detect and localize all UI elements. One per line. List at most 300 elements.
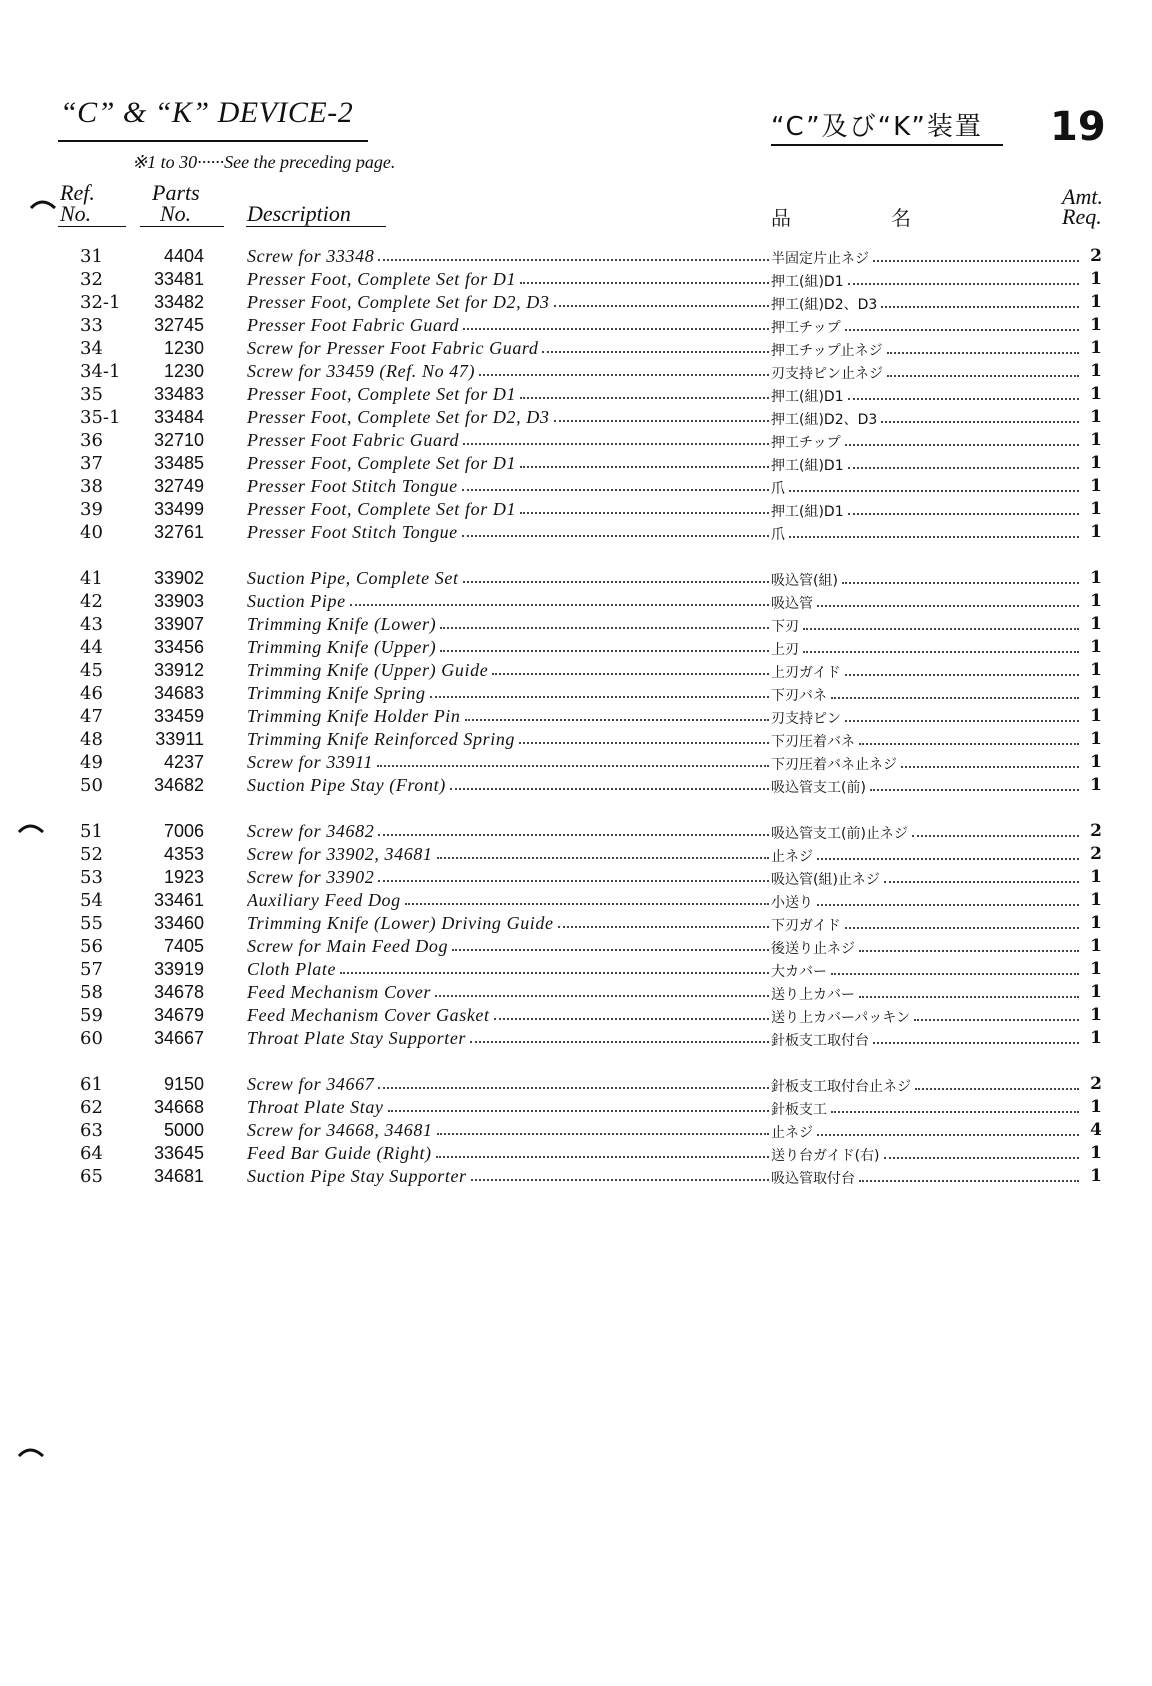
part-name-japanese: 針板支工取付台: [771, 1033, 869, 1049]
description-cell: [247, 430, 771, 451]
amount-required: 2: [1090, 1074, 1102, 1094]
description-cell: [247, 292, 771, 313]
part-description: Screw for 34682: [247, 821, 375, 841]
dot-leader: [884, 867, 1079, 883]
part-name-japanese: 大カバー: [771, 964, 827, 980]
part-description: Presser Foot, Complete Set for D2, D3: [247, 292, 550, 312]
ref-number: 51: [80, 821, 103, 842]
description-cell: [247, 315, 771, 336]
part-number: 1230: [163, 338, 204, 358]
ref-number: 42: [80, 591, 103, 612]
parts-row: [0, 407, 1152, 430]
part-name-japanese: 吸込管(組)止ネジ: [771, 872, 880, 888]
japanese-cell: [771, 982, 1081, 1004]
dot-leader: [437, 844, 769, 859]
description-cell: [247, 384, 771, 405]
ref-number: 53: [80, 867, 103, 888]
ref-number: 57: [80, 959, 103, 980]
page-title-japanese: “C”及び“K”装置: [771, 112, 983, 142]
part-number: 34681: [153, 1166, 204, 1186]
part-description: Trimming Knife Holder Pin: [247, 706, 461, 726]
part-name-japanese: 押工チップ: [771, 435, 841, 451]
parts-row: [0, 269, 1152, 292]
amount-required: 1: [1090, 936, 1102, 956]
header-ref: Ref.: [60, 180, 95, 205]
part-number: 9150: [163, 1074, 204, 1094]
part-number: 34682: [153, 775, 204, 795]
part-name-japanese: 押工チップ: [771, 320, 841, 336]
ref-number: 44: [80, 637, 103, 658]
part-description: Suction Pipe, Complete Set: [247, 568, 459, 588]
dot-leader: [479, 361, 769, 376]
ref-number: 36: [80, 430, 103, 451]
description-cell: [247, 269, 771, 290]
description-cell: [247, 683, 771, 704]
part-name-japanese: 下刃バネ: [771, 688, 827, 704]
header-parts: Parts: [152, 180, 200, 205]
part-name-japanese: 爪: [771, 527, 785, 543]
japanese-cell: [771, 292, 1081, 314]
amount-required: 1: [1090, 384, 1102, 404]
part-name-japanese: 後送り止ネジ: [771, 941, 855, 957]
part-number: 33484: [153, 407, 204, 427]
amount-required: 1: [1090, 706, 1102, 726]
japanese-cell: [771, 683, 1081, 705]
title-jp-underline: [771, 144, 1003, 146]
part-name-japanese: 送り上カバーパッキン: [771, 1010, 911, 1026]
japanese-cell: [771, 476, 1081, 498]
description-cell: [247, 568, 771, 589]
part-description: Presser Foot, Complete Set for D1: [247, 453, 517, 473]
description-cell: [247, 499, 771, 520]
amount-required: 2: [1090, 844, 1102, 864]
japanese-cell: [771, 706, 1081, 728]
amount-required: 1: [1090, 499, 1102, 519]
japanese-cell: [771, 522, 1081, 544]
dot-leader: [845, 660, 1079, 676]
japanese-cell: [771, 1097, 1081, 1119]
ref-number: 33: [80, 315, 103, 336]
part-number: 33459: [153, 706, 204, 726]
dot-leader: [870, 775, 1079, 791]
amount-required: 1: [1090, 867, 1102, 887]
dot-leader: [817, 844, 1079, 860]
ref-number: 43: [80, 614, 103, 635]
part-description: Feed Mechanism Cover: [247, 982, 431, 1002]
part-number: 33903: [153, 591, 204, 611]
ref-number: 52: [80, 844, 103, 865]
ref-number: 37: [80, 453, 103, 474]
parts-row: [0, 430, 1152, 453]
ref-number: 61: [80, 1074, 103, 1095]
part-description: Presser Foot Fabric Guard: [247, 315, 460, 335]
japanese-cell: [771, 614, 1081, 636]
dot-leader: [462, 476, 769, 491]
parts-row: [0, 476, 1152, 499]
dot-leader: [519, 729, 769, 744]
parts-row: [0, 660, 1152, 683]
japanese-cell: [771, 752, 1081, 774]
japanese-cell: [771, 568, 1081, 590]
amount-required: 1: [1090, 775, 1102, 795]
dot-leader: [471, 1166, 769, 1181]
part-description: Screw for 33348: [247, 246, 375, 266]
part-name-japanese: 吸込管: [771, 596, 813, 612]
description-cell: [247, 637, 771, 658]
header-description: Description: [247, 201, 351, 226]
dot-leader: [831, 959, 1079, 975]
part-name-japanese: 押工(組)D1: [771, 504, 844, 520]
margin-mark: [30, 196, 56, 210]
amount-required: 1: [1090, 568, 1102, 588]
part-number: 1923: [163, 867, 204, 887]
dot-leader: [845, 913, 1079, 929]
japanese-cell: [771, 430, 1081, 452]
part-number: 32745: [153, 315, 204, 335]
dot-leader: [520, 269, 769, 284]
ref-number: 54: [80, 890, 103, 911]
description-cell: [247, 361, 771, 382]
amount-required: 1: [1090, 637, 1102, 657]
part-description: Throat Plate Stay: [247, 1097, 384, 1117]
part-description: Presser Foot, Complete Set for D1: [247, 384, 517, 404]
part-description: Screw for Main Feed Dog: [247, 936, 449, 956]
ref-number: 45: [80, 660, 103, 681]
header-rule-description: [246, 226, 386, 227]
dot-leader: [845, 430, 1079, 446]
part-name-japanese: 押工(組)D1: [771, 389, 844, 405]
description-cell: [247, 959, 771, 980]
amount-required: 1: [1090, 683, 1102, 703]
dot-leader: [848, 384, 1079, 400]
part-number: 32749: [153, 476, 204, 496]
parts-row: [0, 614, 1152, 637]
margin-mark: [18, 1444, 44, 1458]
description-cell: [247, 407, 771, 428]
header-parts-no: No.: [160, 201, 192, 226]
part-number: 33499: [153, 499, 204, 519]
amount-required: 1: [1090, 269, 1102, 289]
parts-row: [0, 522, 1152, 545]
dot-leader: [859, 936, 1079, 952]
japanese-cell: [771, 384, 1081, 406]
dot-leader: [378, 246, 769, 261]
dot-leader: [378, 1074, 769, 1089]
dot-leader: [817, 591, 1079, 607]
part-number: 33456: [153, 637, 204, 657]
ref-number: 41: [80, 568, 103, 589]
part-description: Trimming Knife (Upper) Guide: [247, 660, 489, 680]
part-description: Suction Pipe: [247, 591, 346, 611]
parts-row: [0, 1074, 1152, 1097]
dot-leader: [859, 1166, 1079, 1182]
parts-row: [0, 637, 1152, 660]
amount-required: 1: [1090, 522, 1102, 542]
japanese-cell: [771, 499, 1081, 521]
part-description: Screw for 33459 (Ref. No 47): [247, 361, 476, 381]
japanese-cell: [771, 453, 1081, 475]
part-name-japanese: 下刃ガイド: [771, 918, 841, 934]
description-cell: [247, 1028, 771, 1049]
japanese-cell: [771, 660, 1081, 682]
japanese-cell: [771, 867, 1081, 889]
japanese-cell: [771, 315, 1081, 337]
description-cell: [247, 844, 771, 865]
part-name-japanese: 爪: [771, 481, 785, 497]
japanese-cell: [771, 729, 1081, 751]
amount-required: 1: [1090, 982, 1102, 1002]
part-number: 32761: [153, 522, 204, 542]
parts-row: [0, 890, 1152, 913]
dot-leader: [377, 752, 769, 767]
japanese-cell: [771, 936, 1081, 958]
amount-required: 2: [1090, 821, 1102, 841]
parts-row: [0, 913, 1152, 936]
part-name-japanese: 小送り: [771, 895, 813, 911]
part-name-japanese: 吸込管取付台: [771, 1171, 855, 1187]
part-description: Presser Foot, Complete Set for D1: [247, 499, 517, 519]
header-japanese-name: [771, 202, 911, 231]
dot-leader: [388, 1097, 769, 1112]
part-number: 33460: [153, 913, 204, 933]
ref-number: 34-1: [80, 361, 121, 382]
parts-row: [0, 1120, 1152, 1143]
parts-row: [0, 361, 1152, 384]
dot-leader: [492, 660, 769, 675]
ref-number: 59: [80, 1005, 103, 1026]
parts-row: [0, 568, 1152, 591]
amount-required: 1: [1090, 338, 1102, 358]
description-cell: [247, 775, 771, 796]
dot-leader: [831, 683, 1079, 699]
amount-required: 4: [1090, 1120, 1102, 1140]
part-number: 33912: [153, 660, 204, 680]
part-name-japanese: 止ネジ: [771, 1125, 813, 1141]
description-cell: [247, 752, 771, 773]
dot-leader: [378, 821, 769, 836]
japanese-cell: [771, 1120, 1081, 1142]
dot-leader: [554, 292, 769, 307]
part-number: 5000: [163, 1120, 204, 1140]
part-name-japanese: 押工チップ止ネジ: [771, 343, 883, 359]
dot-leader: [859, 729, 1079, 745]
part-name-japanese: 下刃圧着バネ止ネジ: [771, 757, 897, 773]
dot-leader: [881, 407, 1079, 423]
japanese-cell: [771, 1166, 1081, 1188]
japanese-cell: [771, 361, 1081, 383]
dot-leader: [350, 591, 769, 606]
parts-row: [0, 591, 1152, 614]
dot-leader: [436, 1143, 769, 1158]
part-description: Presser Foot Fabric Guard: [247, 430, 460, 450]
part-number: 1230: [163, 361, 204, 381]
parts-row: [0, 246, 1152, 269]
dot-leader: [817, 1120, 1079, 1136]
part-description: Suction Pipe Stay Supporter: [247, 1166, 467, 1186]
part-name-japanese: 上刃: [771, 642, 799, 658]
dot-leader: [520, 384, 769, 399]
part-number: 7405: [163, 936, 204, 956]
ref-number: 38: [80, 476, 103, 497]
dot-leader: [842, 568, 1079, 584]
amount-required: 2: [1090, 246, 1102, 266]
part-number: 33481: [153, 269, 204, 289]
parts-row: [0, 867, 1152, 890]
dot-leader: [848, 269, 1079, 285]
header-amt-req: Req.: [1062, 204, 1102, 229]
dot-leader: [450, 775, 769, 790]
dot-leader: [817, 890, 1079, 906]
description-cell: [247, 338, 771, 359]
ref-number: 40: [80, 522, 103, 543]
part-description: Presser Foot, Complete Set for D1: [247, 269, 517, 289]
amount-required: 1: [1090, 1143, 1102, 1163]
japanese-cell: [771, 269, 1081, 291]
part-description: Screw for 34668, 34681: [247, 1120, 433, 1140]
part-number: 4353: [163, 844, 204, 864]
dot-leader: [859, 982, 1079, 998]
ref-number: 32: [80, 269, 103, 290]
japanese-cell: [771, 1028, 1081, 1050]
header-rule-ref: [58, 226, 126, 227]
japanese-cell: [771, 1143, 1081, 1165]
ref-number: 32-1: [80, 292, 121, 313]
amount-required: 1: [1090, 752, 1102, 772]
part-number: 33482: [153, 292, 204, 312]
dot-leader: [452, 936, 769, 951]
dot-leader: [494, 1005, 769, 1020]
amount-required: 1: [1090, 913, 1102, 933]
dot-leader: [462, 522, 769, 537]
amount-required: 1: [1090, 407, 1102, 427]
dot-leader: [465, 706, 769, 721]
preceding-page-note: ※1 to 30······See the preceding page.: [132, 152, 396, 172]
part-description: Throat Plate Stay Supporter: [247, 1028, 467, 1048]
ref-number: 58: [80, 982, 103, 1003]
header-jp-char-2: 名: [891, 206, 911, 230]
dot-leader: [520, 499, 769, 514]
parts-row: [0, 1005, 1152, 1028]
part-description: Feed Bar Guide (Right): [247, 1143, 432, 1163]
amount-required: 1: [1090, 614, 1102, 634]
part-name-japanese: 下刃: [771, 619, 799, 635]
parts-row: [0, 1166, 1152, 1189]
dot-leader: [430, 683, 769, 698]
part-name-japanese: 吸込管支工(前)止ネジ: [771, 826, 908, 842]
part-number: 33483: [153, 384, 204, 404]
dot-leader: [887, 361, 1079, 377]
amount-required: 1: [1090, 430, 1102, 450]
japanese-cell: [771, 407, 1081, 429]
part-number: 34679: [153, 1005, 204, 1025]
part-name-japanese: 押工(組)D2、D3: [771, 297, 878, 313]
part-number: 33645: [153, 1143, 204, 1163]
amount-required: 1: [1090, 1028, 1102, 1048]
japanese-cell: [771, 959, 1081, 981]
parts-row: [0, 729, 1152, 752]
description-cell: [247, 246, 771, 267]
part-number: 34668: [153, 1097, 204, 1117]
part-number: 34667: [153, 1028, 204, 1048]
page-number: 19: [1050, 104, 1106, 150]
dot-leader: [520, 453, 769, 468]
part-number: 33461: [153, 890, 204, 910]
part-description: Trimming Knife Reinforced Spring: [247, 729, 516, 749]
parts-list: [0, 246, 1152, 1189]
description-cell: [247, 982, 771, 1003]
dot-leader: [848, 499, 1079, 515]
dot-leader: [435, 982, 769, 997]
description-cell: [247, 660, 771, 681]
parts-row: [0, 499, 1152, 522]
ref-number: 56: [80, 936, 103, 957]
part-description: Trimming Knife (Lower): [247, 614, 437, 634]
ref-number: 39: [80, 499, 103, 520]
japanese-cell: [771, 821, 1081, 843]
part-name-japanese: 吸込管(組): [771, 573, 838, 589]
part-description: Screw for 34667: [247, 1074, 375, 1094]
description-cell: [247, 936, 771, 957]
ref-number: 62: [80, 1097, 103, 1118]
description-cell: [247, 1005, 771, 1026]
dot-leader: [340, 959, 769, 974]
part-description: Screw for 33911: [247, 752, 373, 772]
amount-required: 1: [1090, 591, 1102, 611]
ref-number: 50: [80, 775, 103, 796]
japanese-cell: [771, 1074, 1081, 1096]
dot-leader: [914, 1005, 1079, 1021]
part-name-japanese: 上刃ガイド: [771, 665, 841, 681]
description-cell: [247, 522, 771, 543]
dot-leader: [848, 453, 1079, 469]
parts-row: [0, 1097, 1152, 1120]
amount-required: 1: [1090, 1005, 1102, 1025]
amount-required: 1: [1090, 315, 1102, 335]
header-ref-no: No.: [60, 201, 92, 226]
dot-leader: [887, 338, 1079, 354]
amount-required: 1: [1090, 660, 1102, 680]
part-number: 4237: [163, 752, 204, 772]
part-name-japanese: 刃支持ピン止ネジ: [771, 366, 883, 382]
dot-leader: [437, 1120, 769, 1135]
parts-row: [0, 982, 1152, 1005]
dot-leader: [440, 637, 769, 652]
part-number: 34683: [153, 683, 204, 703]
dot-leader: [845, 315, 1079, 331]
amount-required: 1: [1090, 890, 1102, 910]
part-description: Suction Pipe Stay (Front): [247, 775, 446, 795]
parts-row: [0, 338, 1152, 361]
part-number: 33485: [153, 453, 204, 473]
japanese-cell: [771, 913, 1081, 935]
description-cell: [247, 706, 771, 727]
dot-leader: [378, 867, 769, 882]
japanese-cell: [771, 844, 1081, 866]
part-name-japanese: 送り台ガイド(右): [771, 1148, 880, 1164]
parts-row: [0, 936, 1152, 959]
part-description: Trimming Knife (Upper): [247, 637, 437, 657]
dot-leader: [463, 568, 769, 583]
parts-row: [0, 752, 1152, 775]
part-description: Auxiliary Feed Dog: [247, 890, 401, 910]
ref-number: 47: [80, 706, 103, 727]
description-cell: [247, 614, 771, 635]
parts-row: [0, 384, 1152, 407]
part-name-japanese: 針板支工: [771, 1102, 827, 1118]
part-number: 33911: [155, 729, 204, 749]
part-name-japanese: 吸込管支工(前): [771, 780, 866, 796]
part-description: Feed Mechanism Cover Gasket: [247, 1005, 490, 1025]
